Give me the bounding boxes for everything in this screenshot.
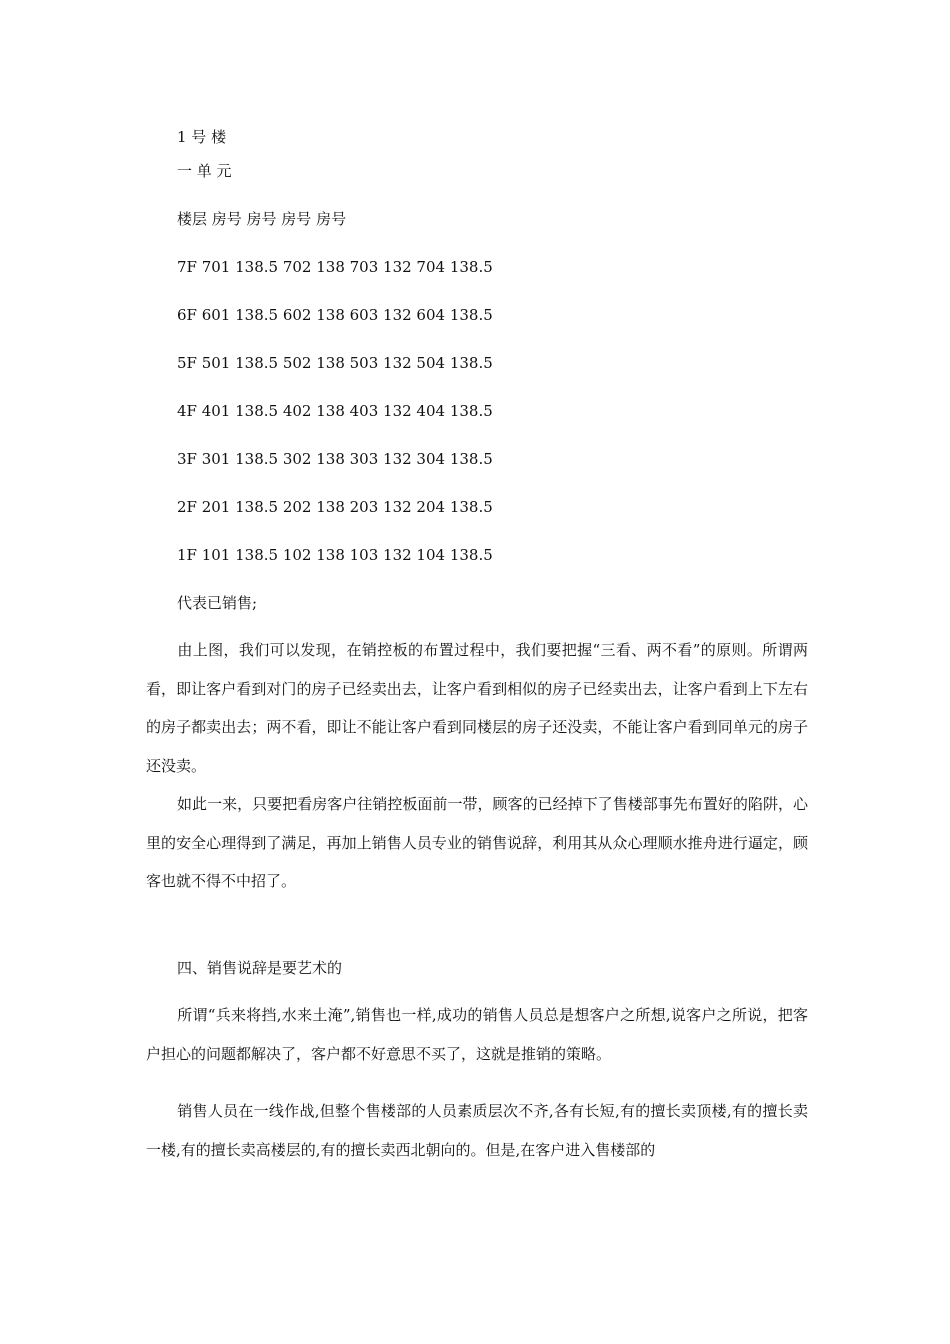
table-row: 6F 601 138.5 602 138 603 132 604 138.5	[177, 306, 493, 324]
unit-title: 一 单 元	[177, 162, 232, 180]
table-row: 1F 101 138.5 102 138 103 132 104 138.5	[177, 546, 493, 564]
paragraph-text: 所谓“兵来将挡,水来土淹”,销售也一样,成功的销售人员总是想客户之所想,说客户之所说，把客户担心的问题都解决了，客户都不好意思不买了，这就是推销的策略。	[146, 1006, 808, 1063]
paragraph-text: 销售人员在一线作战,但整个售楼部的人员素质层次不齐,各有长短,有的擅长卖顶楼,有的擅长卖一楼,有的擅长卖高楼层的,有的擅长卖西北朝向的。但是,在客户进入售楼部的	[146, 1102, 808, 1159]
table-row: 7F 701 138.5 702 138 703 132 704 138.5	[177, 258, 493, 276]
paragraph-text: 如此一来，只要把看房客户往销控板面前一带，顾客的已经掉下了售楼部事先布置好的陷阱，心里的安全心理得到了满足，再加上销售人员专业的销售说辞，利用其从众心理顺水推舟进行逼定，顾客也就不得不中招了。	[146, 795, 808, 890]
table-header: 楼层 房号 房号 房号 房号	[177, 210, 347, 228]
paragraph	[146, 1092, 808, 1169]
section-title: 四、销售说辞是要艺术的	[177, 959, 343, 977]
building-title: 1 号 楼	[177, 128, 227, 146]
table-row: 5F 501 138.5 502 138 503 132 504 138.5	[177, 354, 493, 372]
paragraph	[146, 631, 808, 785]
table-row: 2F 201 138.5 202 138 203 132 204 138.5	[177, 498, 493, 516]
paragraph-text: 由上图，我们可以发现，在销控板的布置过程中，我们要把握“三看、两不看”的原则。所谓两看，即让客户看到对门的房子已经卖出去，让客户看到相似的房子已经卖出去，让客户看到上下左右的房子都卖出去；两不看，即让不能让客户看到同楼层的房子还没卖，不能让客户看到同单元的房子还没卖。	[146, 641, 808, 775]
paragraph	[146, 996, 808, 1073]
table-row: 4F 401 138.5 402 138 403 132 404 138.5	[177, 402, 493, 420]
table-row: 3F 301 138.5 302 138 303 132 304 138.5	[177, 450, 493, 468]
paragraph	[146, 785, 808, 901]
sold-note: 代表已销售;	[177, 594, 258, 612]
